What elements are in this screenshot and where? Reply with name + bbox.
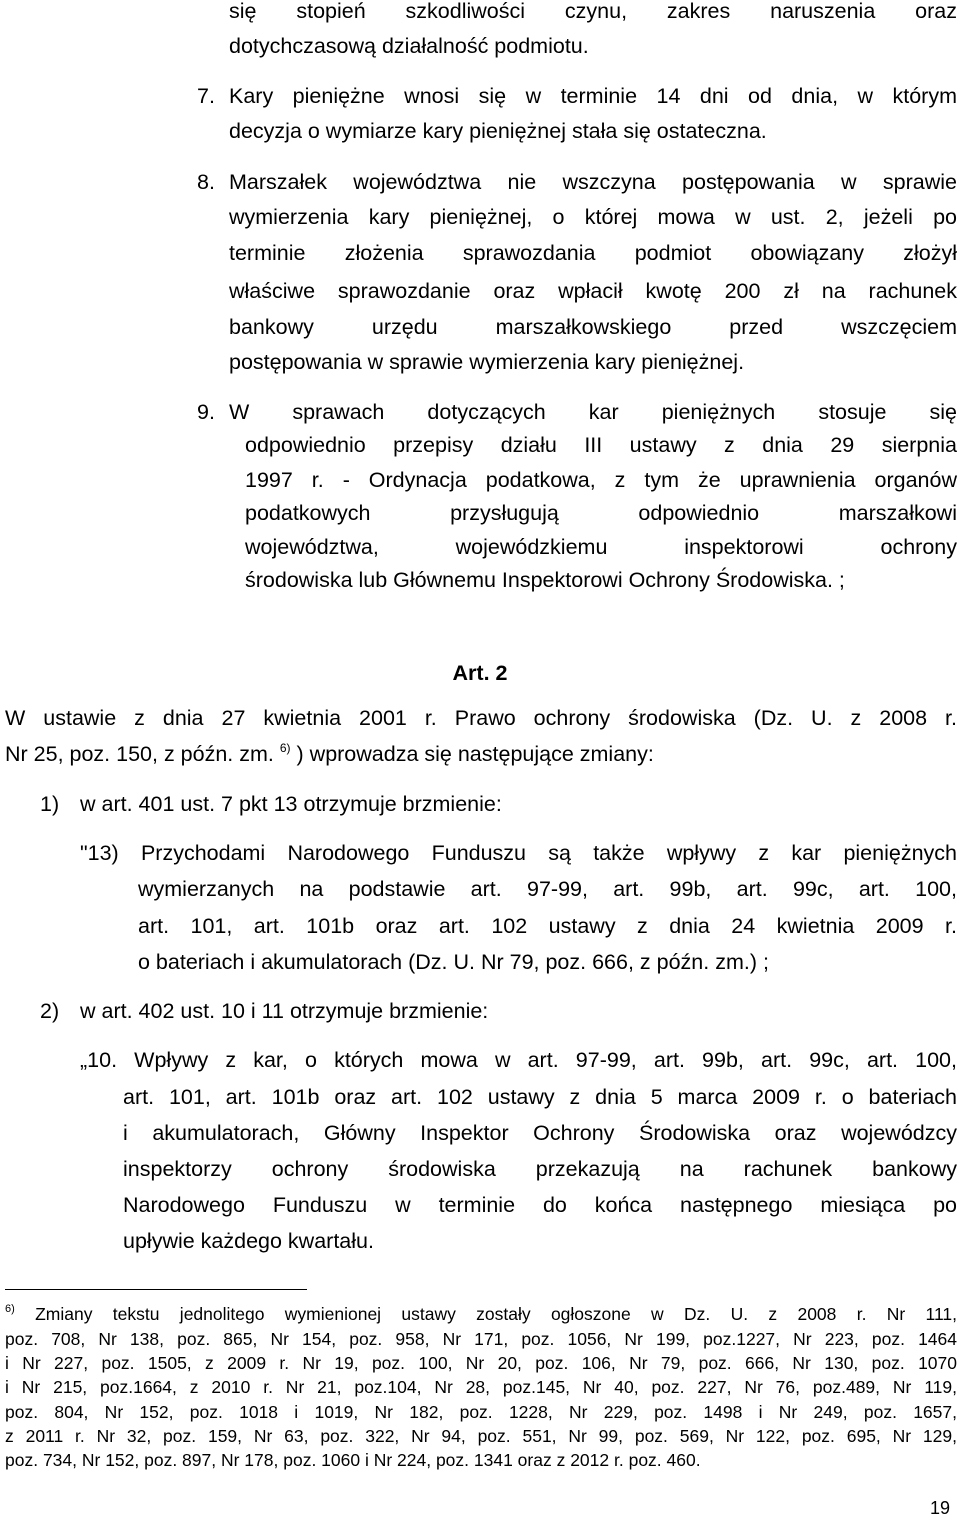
item9-line-6: środowiska lub Głównemu Inspektorowi Ochrony Środowiska. ; [245,568,845,592]
footnote-reference: 6) [279,741,291,755]
item9-line-2: odpowiednio przepisy działu III ustawy z dnia 29 sierpnia [245,433,957,457]
footnote-separator [5,1289,307,1290]
item9-line-4: podatkowych przysługują odpowiednio marszałkowi [245,501,957,525]
change2-text: w art. 402 ust. 10 i 11 otrzymuje brzmienie: [80,999,489,1023]
item9-line-1: W sprawach dotyczących kar pieniężnych stosuje się [229,400,957,424]
footnote-line-5: poz. 804, Nr 152, poz. 1018 i 1019, Nr 182, poz. 1228, Nr 229, poz. 1498 i Nr 249, poz. 1657, [5,1402,957,1422]
footnote-line-3: i Nr 227, poz. 1505, z 2009 r. Nr 19, poz. 100, Nr 20, poz. 106, Nr 79, poz. 666, Nr 130, poz. 1070 [5,1353,957,1373]
change1-number: 1) [40,792,60,816]
item8-number: 8. [197,170,215,194]
change2-quote-line-2: art. 101, art. 101b oraz art. 102 ustawy z dnia 5 marca 2009 r. o bateriach [123,1085,957,1109]
item8-line-6: postępowania w sprawie wymierzenia kary pieniężnej. [229,350,745,374]
art2-intro-line-1: W ustawie z dnia 27 kwietnia 2001 r. Prawo ochrony środowiska (Dz. U. z 2008 r. [5,706,957,730]
change2-number: 2) [40,999,60,1023]
footnote-line-1: $^{6)}$ Zmiany tekstu jednolitego wymienionej ustawy zostały ogłoszone w Dz. U. z 2008 r. Nr 111, [5,1303,957,1324]
item8-line-4: właściwe sprawozdanie oraz wpłacił kwotę 200 zł na rachunek [229,279,957,303]
change2-quote-line-1: „10. Wpływy z kar, o których mowa w art. 97-99, art. 99b, art. 99c, art. 100, [80,1048,957,1072]
item8-line-1: Marszałek województwa nie wszczyna postępowania w sprawie [229,170,957,194]
change2-quote-line-6: upływie każdego kwartału. [123,1229,374,1253]
change1-quote-line-1: "13) Przychodami Narodowego Funduszu są także wpływy z kar pieniężnych [80,841,957,865]
footnote-line-2: poz. 708, Nr 138, poz. 865, Nr 154, poz. 958, Nr 171, poz. 1056, Nr 199, poz.1227, Nr 223, poz. 1464 [5,1329,957,1349]
footnote-line-7: poz. 734, Nr 152, poz. 897, Nr 178, poz. 1060 i Nr 224, poz. 1341 oraz z 2012 r. poz. 460. [5,1450,701,1470]
item8-line-2: wymierzenia kary pieniężnej, o której mowa w ust. 2, jeżeli po [229,205,957,229]
item9-line-3: 1997 r. - Ordynacja podatkowa, z tym że uprawnienia organów [245,468,957,492]
change2-quote-line-5: Narodowego Funduszu w terminie do końca następnego miesiąca po [123,1193,957,1217]
footnote-marker: 6) [5,1303,15,1315]
change1-text: w art. 401 ust. 7 pkt 13 otrzymuje brzmienie: [80,792,502,816]
article-heading: Art. 2 [452,661,508,685]
item7-line-1: Kary pieniężne wnosi się w terminie 14 dni od dnia, w którym [229,84,957,108]
change2-quote-line-3: i akumulatorach, Główny Inspektor Ochrony Środowiska oraz wojewódzcy [123,1121,957,1145]
art2-intro-line-2: Nr 25, poz. 150, z późn. zm. $^{6)}$ ) wprowadza się następujące zmiany: [5,741,654,766]
change1-quote-line-3: art. 101, art. 101b oraz art. 102 ustawy z dnia 24 kwietnia 2009 r. [138,914,957,938]
item7-number: 7. [197,84,215,108]
change1-quote-line-2: wymierzanych na podstawie art. 97-99, art. 99b, art. 99c, art. 100, [138,877,957,901]
item8-line-3: terminie złożenia sprawozdania podmiot obowiązany złożył [229,241,957,265]
change1-quote-line-4: o bateriach i akumulatorach (Dz. U. Nr 79, poz. 666, z późn. zm.) ; [138,950,769,974]
item8-line-5: bankowy urzędu marszałkowskiego przed wszczęciem [229,315,957,339]
change2-quote-line-4: inspektorzy ochrony środowiska przekazują na rachunek bankowy [123,1157,957,1181]
item6-line-1: się stopień szkodliwości czynu, zakres naruszenia oraz [229,0,957,23]
item7-line-2: decyzja o wymiarze kary pieniężnej stała się ostateczna. [229,119,767,143]
item9-line-5: województwa, wojewódzkiemu inspektorowi ochrony [245,535,957,559]
page-number: 19 [930,1498,951,1518]
footnote-line-4: i Nr 215, poz.1664, z 2010 r. Nr 21, poz.104, Nr 28, poz.145, Nr 40, poz. 227, Nr 76, poz.489, Nr 119, [5,1377,957,1397]
item9-number: 9. [197,400,215,424]
footnote-line-6: z 2011 r. Nr 32, poz. 159, Nr 63, poz. 322, Nr 94, poz. 551, Nr 99, poz. 569, Nr 122, poz. 695, Nr 129, [5,1426,957,1446]
item6-line-2: dotychczasową działalność podmiotu. [229,34,589,58]
